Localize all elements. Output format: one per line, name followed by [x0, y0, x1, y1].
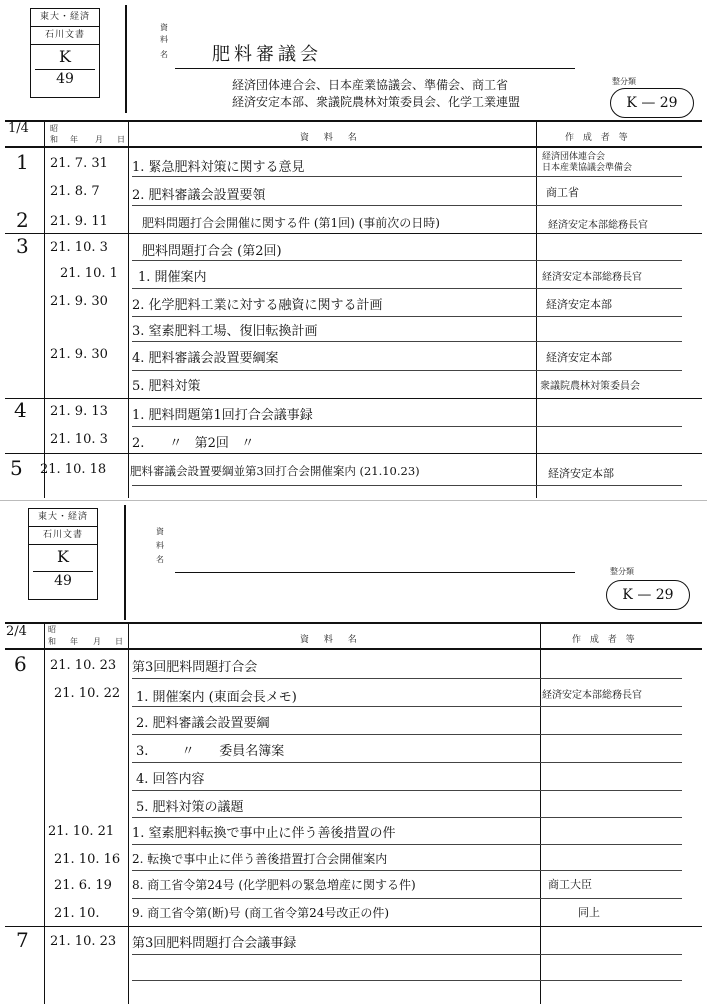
item-author: 経済安定本部: [548, 467, 614, 480]
item-title: 肥料審議会設置要綱並第3回打合会開催案内 (21.10.23): [130, 464, 420, 478]
classification-label: 整分類: [610, 567, 634, 576]
item-date: 21. 9. 30: [50, 347, 108, 362]
item-title: 肥料問題打合会 (第2回): [142, 244, 282, 259]
item-number: 2: [16, 208, 29, 232]
stamp-number: 49: [56, 71, 74, 87]
header-showa: 昭: [50, 124, 58, 133]
item-title: 1. 肥料問題第1回打合会議事録: [132, 408, 313, 423]
header-wa: 和: [48, 637, 56, 646]
item-title: 第3回肥料問題打合会議事録: [132, 936, 297, 951]
item-date: 21. 7. 31: [50, 156, 108, 171]
item-title: 4. 肥料審議会設置要綱案: [132, 351, 279, 366]
item-date: 21. 9. 13: [50, 404, 108, 419]
item-title: 2. 肥料審議会設置要領: [132, 188, 266, 203]
item-title: 5. 肥料対策: [132, 379, 201, 394]
classification-label: 整分類: [612, 77, 636, 86]
item-title: 第3回肥料問題打合会: [132, 660, 258, 675]
header-document-name: 資 料 名: [300, 635, 363, 645]
sheet-number: 1/4: [8, 121, 29, 136]
item-author: 同上: [578, 906, 600, 919]
stamp-code: K: [57, 547, 69, 566]
header-day: 日: [117, 135, 125, 144]
stamp-collection: 石川文書: [29, 527, 97, 545]
header-year: 年: [70, 135, 78, 144]
item-number: 1: [16, 150, 29, 174]
item-author: 経済安定本部: [546, 298, 612, 311]
item-number: 3: [16, 234, 29, 258]
item-title: 2. 〃 第2回 〃: [132, 436, 255, 451]
document-title: 肥料審議会: [212, 44, 322, 65]
header-month: 月: [93, 637, 101, 646]
item-date: 21. 10. 22: [54, 686, 121, 701]
label-mei: 名: [160, 50, 168, 59]
item-title: 1. 緊急肥料対策に関する意見: [132, 160, 305, 175]
stamp-number: 49: [54, 573, 72, 589]
item-title: 1. 開催案内: [138, 270, 207, 285]
item-title: 5. 肥料対策の議題: [136, 800, 244, 815]
item-date: 21. 10. 23: [50, 658, 117, 673]
item-number: 4: [14, 398, 27, 422]
header-year: 年: [70, 637, 78, 646]
stamp-institution: 東大・経済: [29, 509, 97, 527]
item-title: 1. 窒素肥料転換で事中止に伴う善後措置の件: [132, 826, 396, 841]
item-title: 8. 商工省令第24号 (化学肥料の緊急増産に関する件): [132, 878, 416, 892]
header-showa: 昭: [48, 625, 56, 634]
item-author: 商工省: [546, 186, 579, 199]
item-author: 経済団体連合会 日本産業協議会準備会: [542, 152, 633, 173]
label-ryo: 料: [160, 35, 168, 44]
item-date: 21. 10. 3: [50, 240, 108, 255]
header-author: 作 成 者 等: [572, 635, 638, 645]
item-title: 2. 肥料審議会設置要綱: [136, 716, 270, 731]
label-shiryo: 資: [160, 23, 168, 32]
item-date: 21. 10. 23: [50, 934, 117, 949]
item-title: 肥料問題打合会開催に関する件 (第1回) (事前次の日時): [142, 216, 440, 230]
item-title: 2. 転換で事中止に伴う善後措置打合会開催案内: [132, 852, 388, 866]
sheet-number: 2/4: [6, 624, 27, 639]
archive-stamp: [30, 8, 100, 98]
item-date: 21. 8. 7: [50, 184, 100, 199]
item-author: 経済安定本部総務長官: [542, 272, 642, 283]
header-wa: 和: [50, 135, 58, 144]
item-date: 21. 10. 16: [54, 852, 121, 867]
classification-code: K — 29: [610, 88, 694, 118]
item-title: 4. 回答内容: [136, 772, 205, 787]
item-author: 商工大臣: [548, 878, 592, 891]
header-month: 月: [95, 135, 103, 144]
archive-stamp: [28, 508, 98, 600]
organizations-line-2: 経済安定本部、衆議院農林対策委員会、化学工業連盟: [232, 95, 521, 109]
header-author: 作 成 者 等: [565, 133, 631, 143]
header-day: 日: [115, 637, 123, 646]
organizations-line-1: 経済団体連合会、日本産業協議会、準備会、商工省: [232, 78, 509, 92]
item-date: 21. 9. 11: [50, 214, 108, 229]
item-date: 21. 10.: [54, 906, 100, 921]
item-date: 21. 10. 18: [40, 462, 107, 477]
classification-code: K — 29: [606, 580, 690, 610]
item-title: 3. 窒素肥料工場、復旧転換計画: [132, 324, 318, 339]
item-date: 21. 10. 21: [48, 824, 115, 839]
item-author: 経済安定本部総務長官: [548, 220, 648, 231]
header-document-name: 資 料 名: [300, 133, 363, 143]
item-date: 21. 9. 30: [50, 294, 108, 309]
item-title: 3. 〃 委員名簿案: [136, 744, 285, 759]
item-title: 1. 開催案内 (東面会長メモ): [136, 690, 297, 705]
stamp-code: K: [59, 47, 71, 66]
item-number: 5: [10, 456, 23, 480]
item-number: 7: [16, 928, 29, 952]
item-date: 21. 6. 19: [54, 878, 112, 893]
label-mei: 名: [156, 555, 164, 564]
item-title: 9. 商工省令第(断)号 (商工省令第24号改正の件): [132, 906, 390, 920]
item-author: 経済安定本部: [546, 351, 612, 364]
label-ryo: 料: [156, 541, 164, 550]
stamp-institution: 東大・経済: [31, 9, 99, 27]
item-date: 21. 10. 3: [50, 432, 108, 447]
item-title: 2. 化学肥料工業に対する融資に関する計画: [132, 298, 383, 313]
item-author: 経済安定本部総務長官: [542, 690, 642, 701]
item-number: 6: [14, 652, 27, 676]
item-date: 21. 10. 1: [60, 266, 118, 281]
label-shiryo: 資: [156, 527, 164, 536]
stamp-collection: 石川文書: [31, 27, 99, 45]
item-author: 衆議院農林対策委員会: [540, 381, 640, 392]
